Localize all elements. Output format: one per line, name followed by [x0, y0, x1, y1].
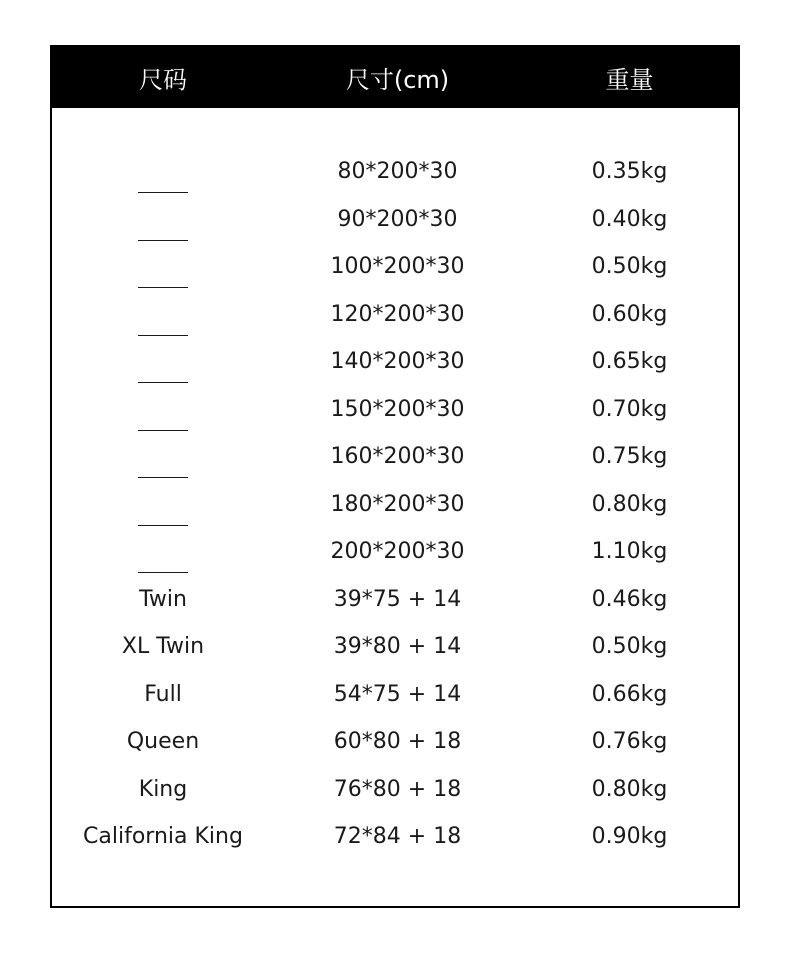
cell-size: Twin — [139, 586, 187, 612]
cell-size — [52, 254, 274, 279]
cell-weight: 0.35kg — [591, 159, 668, 185]
cell-weight: 0.46kg — [591, 586, 668, 612]
table-header — [52, 47, 738, 108]
blank-line — [138, 335, 188, 336]
table-row — [52, 148, 738, 196]
cell-size — [52, 444, 274, 469]
table-row — [52, 671, 738, 719]
cell-dimensions: 140*200*30 — [330, 349, 465, 375]
cell-weight: 0.80kg — [591, 776, 668, 802]
table-row — [52, 813, 738, 861]
table-row — [52, 433, 738, 481]
cell-size — [52, 349, 274, 374]
cell-weight: 0.65kg — [591, 349, 668, 375]
cell-weight: 0.66kg — [591, 681, 668, 707]
cell-size: King — [138, 776, 188, 802]
table-row — [52, 528, 738, 576]
blank-line — [138, 192, 188, 193]
cell-size — [52, 302, 274, 327]
cell-dimensions: 39*80 + 14 — [333, 634, 462, 660]
cell-size — [52, 159, 274, 184]
cell-weight: 0.76kg — [591, 729, 668, 755]
blank-line — [138, 287, 188, 288]
cell-weight: 0.75kg — [591, 444, 668, 470]
table-row — [52, 623, 738, 671]
table-row — [52, 243, 738, 291]
cell-size: Queen — [126, 729, 200, 755]
cell-size: California King — [83, 824, 243, 850]
cell-weight: 0.70kg — [591, 396, 668, 422]
cell-size — [52, 397, 274, 422]
cell-dimensions: 90*200*30 — [337, 206, 458, 232]
cell-weight: 1.10kg — [591, 539, 668, 565]
table-row — [52, 718, 738, 766]
table-row — [52, 338, 738, 386]
cell-dimensions: 76*80 + 18 — [333, 776, 462, 802]
blank-line — [138, 430, 188, 431]
cell-dimensions: 150*200*30 — [330, 396, 465, 422]
table-row — [52, 386, 738, 434]
cell-dimensions: 160*200*30 — [330, 444, 465, 470]
table-row — [52, 196, 738, 244]
cell-dimensions: 80*200*30 — [337, 159, 458, 185]
cell-weight: 0.80kg — [591, 491, 668, 517]
cell-size — [52, 539, 274, 564]
cell-dimensions: 60*80 + 18 — [333, 729, 462, 755]
header-dimensions: 尺寸(cm) — [345, 66, 450, 94]
table-row — [52, 766, 738, 814]
cell-dimensions: 120*200*30 — [330, 301, 465, 327]
blank-line — [138, 525, 188, 526]
cell-weight: 0.60kg — [591, 301, 668, 327]
cell-dimensions: 200*200*30 — [330, 539, 465, 565]
cell-dimensions: 72*84 + 18 — [333, 824, 462, 850]
table-row — [52, 481, 738, 529]
cell-size — [52, 492, 274, 517]
cell-weight: 0.50kg — [591, 254, 668, 280]
blank-line — [138, 572, 188, 573]
cell-weight: 0.40kg — [591, 206, 668, 232]
cell-size: Full — [144, 681, 182, 707]
cell-dimensions: 180*200*30 — [330, 491, 465, 517]
cell-size: XL Twin — [121, 634, 205, 660]
table-row — [52, 291, 738, 339]
header-weight: 重量 — [605, 66, 654, 94]
blank-line — [138, 477, 188, 478]
table-body — [52, 148, 738, 861]
table-row — [52, 576, 738, 624]
cell-weight: 0.90kg — [591, 824, 668, 850]
blank-line — [138, 240, 188, 241]
blank-line — [138, 382, 188, 383]
cell-dimensions: 39*75 + 14 — [333, 586, 462, 612]
cell-size — [52, 207, 274, 232]
size-chart-table — [50, 45, 740, 908]
header-size: 尺码 — [139, 66, 187, 94]
cell-weight: 0.50kg — [591, 634, 668, 660]
cell-dimensions: 100*200*30 — [330, 254, 465, 280]
cell-dimensions: 54*75 + 14 — [333, 681, 462, 707]
